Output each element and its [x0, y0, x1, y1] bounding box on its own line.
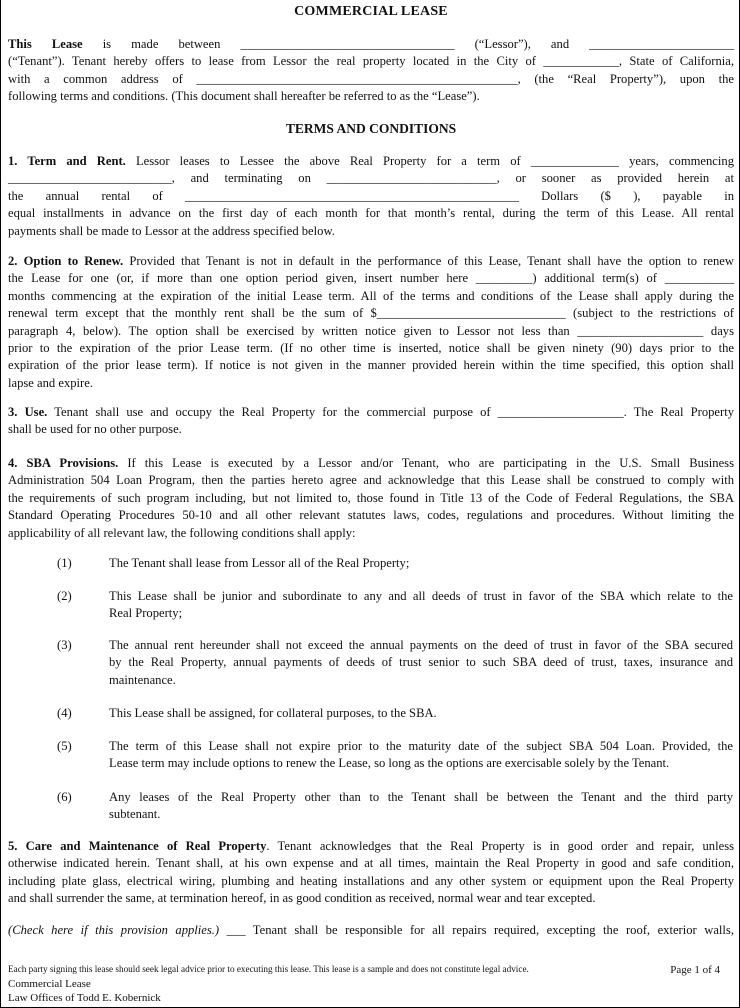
section-1-line-5: payments shall be made to Lessor at the address specified below. [8, 223, 335, 238]
condition-text: The term of this Lease shall not expire prior to the maturity date of the subject SBA 504 Loan. Provided, the [109, 739, 733, 753]
condition-text: This Lease shall be assigned, for collateral purposes, to the SBA. [109, 706, 437, 720]
section-2-line-2: the Lease for one (or, if more than one option period given, insert number here _________) additional term(s) of ___________ [8, 271, 734, 286]
condition-number: (1) [57, 556, 72, 570]
section-2-line-5: paragraph 4, below). The option shall be exercised by written notice given to Lessor not less than ____________________ days [8, 323, 734, 338]
section-3-line-1: Tenant shall use and occupy the Real Property for the commercial purpose of ____________________. The Real Property [47, 405, 734, 419]
section-4-line-5: applicability of all relevant law, the following conditions shall apply: [8, 525, 356, 540]
section-3-use [8, 404, 734, 439]
condition-text: Any leases of the Real Property other than to the Tenant shall be between the Tenant and the third party [109, 790, 733, 804]
section-2-line-7: expiration of the prior lease term). If notice is not given in the manner provided herein within the time specified, this option shall [8, 358, 734, 373]
condition-number: (3) [57, 638, 72, 652]
condition-number: (6) [57, 790, 72, 804]
footer-document-name: Commercial Lease [8, 978, 91, 990]
section-2-line-4: renewal term except that the monthly rent shall be the sum of $______________________________ (subject to the restrictions of [8, 306, 734, 321]
section-4-line-4: Standard Operating Procedures 50-10 and all other relevant statutes laws, codes, regulations and procedures. Without limiting the [8, 508, 734, 523]
section-2-line-1: Provided that Tenant is not in default in the performance of this Lease, Tenant shall have the option to renew [123, 254, 734, 268]
section-1-term-and-rent [8, 153, 734, 240]
section-4-line-1: If this Lease is executed by a Lessor and/or Tenant, who are participating in the U.S. Small Business [118, 456, 734, 470]
section-2-option-to-renew [8, 253, 734, 392]
section-1-line-1: Lessor leases to Lessee the above Real Property for a term of ______________ years, commencing [125, 154, 734, 168]
section-5-heading: 5. Care and Maintenance of Real Property [8, 839, 267, 853]
condition-text: Real Property; [109, 606, 183, 621]
footer-law-office: Law Offices of Todd E. Kobernick [8, 992, 161, 1004]
intro-lead: This Lease [8, 37, 83, 51]
section-1-line-4: equal installments in advance on the first day of each month for that month’s rental, during the term of this Lease. All rental [8, 206, 734, 221]
intro-paragraph [8, 36, 734, 106]
section-2-line-3: months commencing at the expiration of the initial Lease term. All of the terms and conditions of the Lease shall apply during the [8, 288, 734, 303]
document-title: COMMERCIAL LEASE [294, 4, 448, 19]
intro-line-3: with a common address of ___________________________________________________, (the “Real Property”), upon the [8, 71, 734, 86]
check-provision-label: (Check here if this provision applies.) [8, 923, 220, 937]
section-4-heading: 4. SBA Provisions. [8, 456, 119, 470]
condition-text: This Lease shall be junior and subordinate to any and all deeds of trust in favor of the SBA which relate to the [109, 589, 733, 603]
condition-number: (5) [57, 739, 72, 753]
intro-line-4: following terms and conditions. (This document shall hereafter be referred to as the “Lease”). [8, 89, 480, 104]
section-5-checkbox-provision [8, 922, 734, 939]
section-5-line-4: and shall surrender the same, at termination hereof, in as good condition as received, normal wear and tear excepted. [8, 891, 596, 906]
section-1-line-3: the annual rental of _____________________________________________________ Dollars ($ ), payable in [8, 188, 734, 203]
section-2-heading: 2. Option to Renew. [8, 254, 124, 268]
condition-text: maintenance. [109, 672, 176, 687]
condition-text: The annual rent hereunder shall not exceed the annual payments on the deed of trust in favor of the SBA secured [109, 638, 733, 652]
section-5-line-2: otherwise indicated herein. Tenant shall, at his own expense and at all times, maintain the Real Property in good and safe condition, [8, 856, 734, 871]
section-2-line-8: lapse and expire. [8, 375, 93, 390]
section-3-line-2: shall be used for no other purpose. [8, 422, 182, 437]
section-1-heading: 1. Term and Rent. [8, 154, 126, 168]
legal-disclaimer: Each party signing this lease should seek legal advice prior to executing this lease. This lease is a sample and does not constitute legal advice. [8, 964, 529, 974]
condition-number: (4) [57, 706, 72, 720]
intro-line-1: is made between __________________________________ (“Lessor”), and _______________________ [82, 37, 734, 51]
condition-number: (2) [57, 589, 72, 603]
section-5-line-3: including plate glass, electrical wiring, plumbing and heating installations and any other system or equipment upon the Real Property [8, 873, 734, 888]
section-4-sba-provisions [8, 455, 734, 542]
section-3-heading: 3. Use. [8, 405, 48, 419]
section-5-line-1: . Tenant acknowledges that the Real Property is in good order and repair, unless [266, 839, 734, 853]
section-1-line-2: __________________________, and terminating on ___________________________, or sooner as provided herein at [8, 171, 734, 186]
condition-text: The Tenant shall lease from Lessor all of the Real Property; [109, 556, 410, 570]
page-number: Page 1 of 4 [670, 964, 720, 976]
intro-line-2: (“Tenant”). Tenant hereby offers to lease from Lessor the real property located in the City of ____________, State of California, [8, 54, 734, 69]
condition-text: Lease term may include options to renew the Lease, so long as the options are exercisable solely by the Tenant. [109, 756, 670, 771]
section-4-line-3: the requirements of such program including, but not limited to, those found in Title 13 of the Code of Federal Regulations, the SBA [8, 490, 734, 505]
section-5-care-and-maintenance [8, 838, 734, 908]
condition-text: by the Real Property, annual payments of deeds of trust senior to such SBA deed of trust, taxes, insurance and [109, 655, 733, 670]
check-provision-text: ___ Tenant shall be responsible for all repairs required, excepting the roof, exterior walls, [219, 923, 734, 937]
condition-text: subtenant. [109, 807, 161, 822]
section-4-line-2: Administration 504 Loan Program, then the parties hereto agree and acknowledge that this Lease shall be construed to comply with [8, 473, 734, 488]
section-2-line-6: prior to the expiration of the prior Lease term. (If no other time is inserted, notice shall be given ninety (90) days prior to the [8, 341, 734, 356]
terms-heading: TERMS AND CONDITIONS [285, 121, 457, 136]
